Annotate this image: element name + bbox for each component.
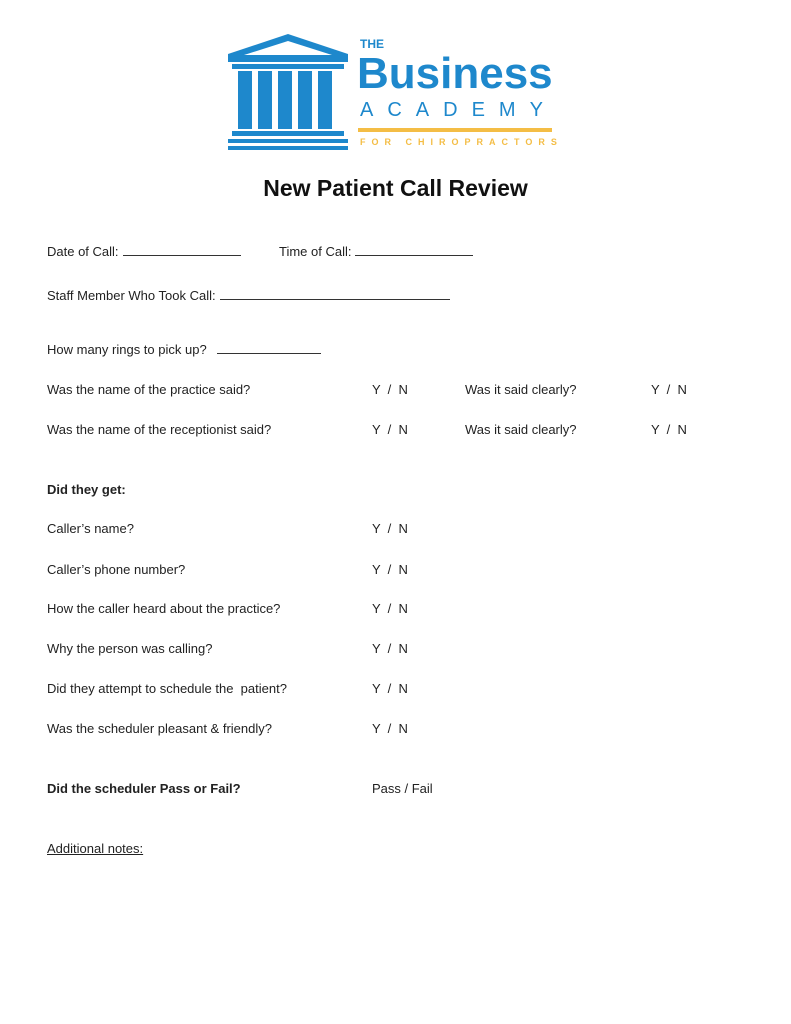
notes-label [47,841,143,857]
yes-no-option[interactable]: Y / N [372,601,408,616]
yes-no-option[interactable]: Y / N [372,721,408,736]
yes-no-option[interactable]: Y / N [651,382,687,397]
pass-fail-option[interactable]: Pass / Fail [372,781,433,796]
checklist-label: Was the scheduler pleasant & friendly? [47,721,272,736]
logo-tagline: FOR CHIROPRACTORS [360,137,563,147]
staff-blank[interactable] [220,288,450,300]
rings-blank[interactable] [217,342,321,354]
checklist-label: Caller’s name? [47,521,134,536]
temple-icon [228,34,348,150]
question-label: Was the name of the receptionist said? [47,422,272,437]
question-label: Was it said clearly? [465,382,577,397]
date-label: Date of Call: [47,244,119,259]
section-heading: Did they get: [47,482,126,497]
yes-no-option[interactable]: Y / N [651,422,687,437]
question-label: Was the name of the practice said? [47,382,251,397]
time-blank[interactable] [355,244,473,256]
checklist-label: Caller’s phone number? [47,562,186,577]
yes-no-option[interactable]: Y / N [372,521,408,536]
result-label: Did the scheduler Pass or Fail? [47,781,241,796]
date-blank[interactable] [123,244,241,256]
yes-no-option[interactable]: Y / N [372,641,408,656]
page-title: New Patient Call Review [263,175,528,201]
notes-label-text: Additional notes: [47,841,144,856]
time-label: Time of Call: [279,244,352,259]
date-field[interactable] [47,244,241,260]
yes-no-option[interactable]: Y / N [372,562,408,577]
checklist-label: Did they attempt to schedule the patient? [47,681,287,696]
logo-business: Business [357,49,553,98]
yes-no-option[interactable]: Y / N [372,422,408,437]
logo-academy: ACADEMY [360,99,557,121]
rings-label: How many rings to pick up? [47,342,207,357]
staff-field[interactable] [47,288,450,304]
checklist-label: How the caller heard about the practice? [47,601,281,616]
logo-bar [358,128,552,132]
checklist-label: Why the person was calling? [47,641,213,656]
question-label: Was it said clearly? [465,422,577,437]
time-field[interactable] [279,244,473,260]
rings-field[interactable] [47,342,321,358]
logo-the: THE [360,37,384,51]
yes-no-option[interactable]: Y / N [372,382,408,397]
staff-label: Staff Member Who Took Call: [47,288,216,303]
yes-no-option[interactable]: Y / N [372,681,408,696]
